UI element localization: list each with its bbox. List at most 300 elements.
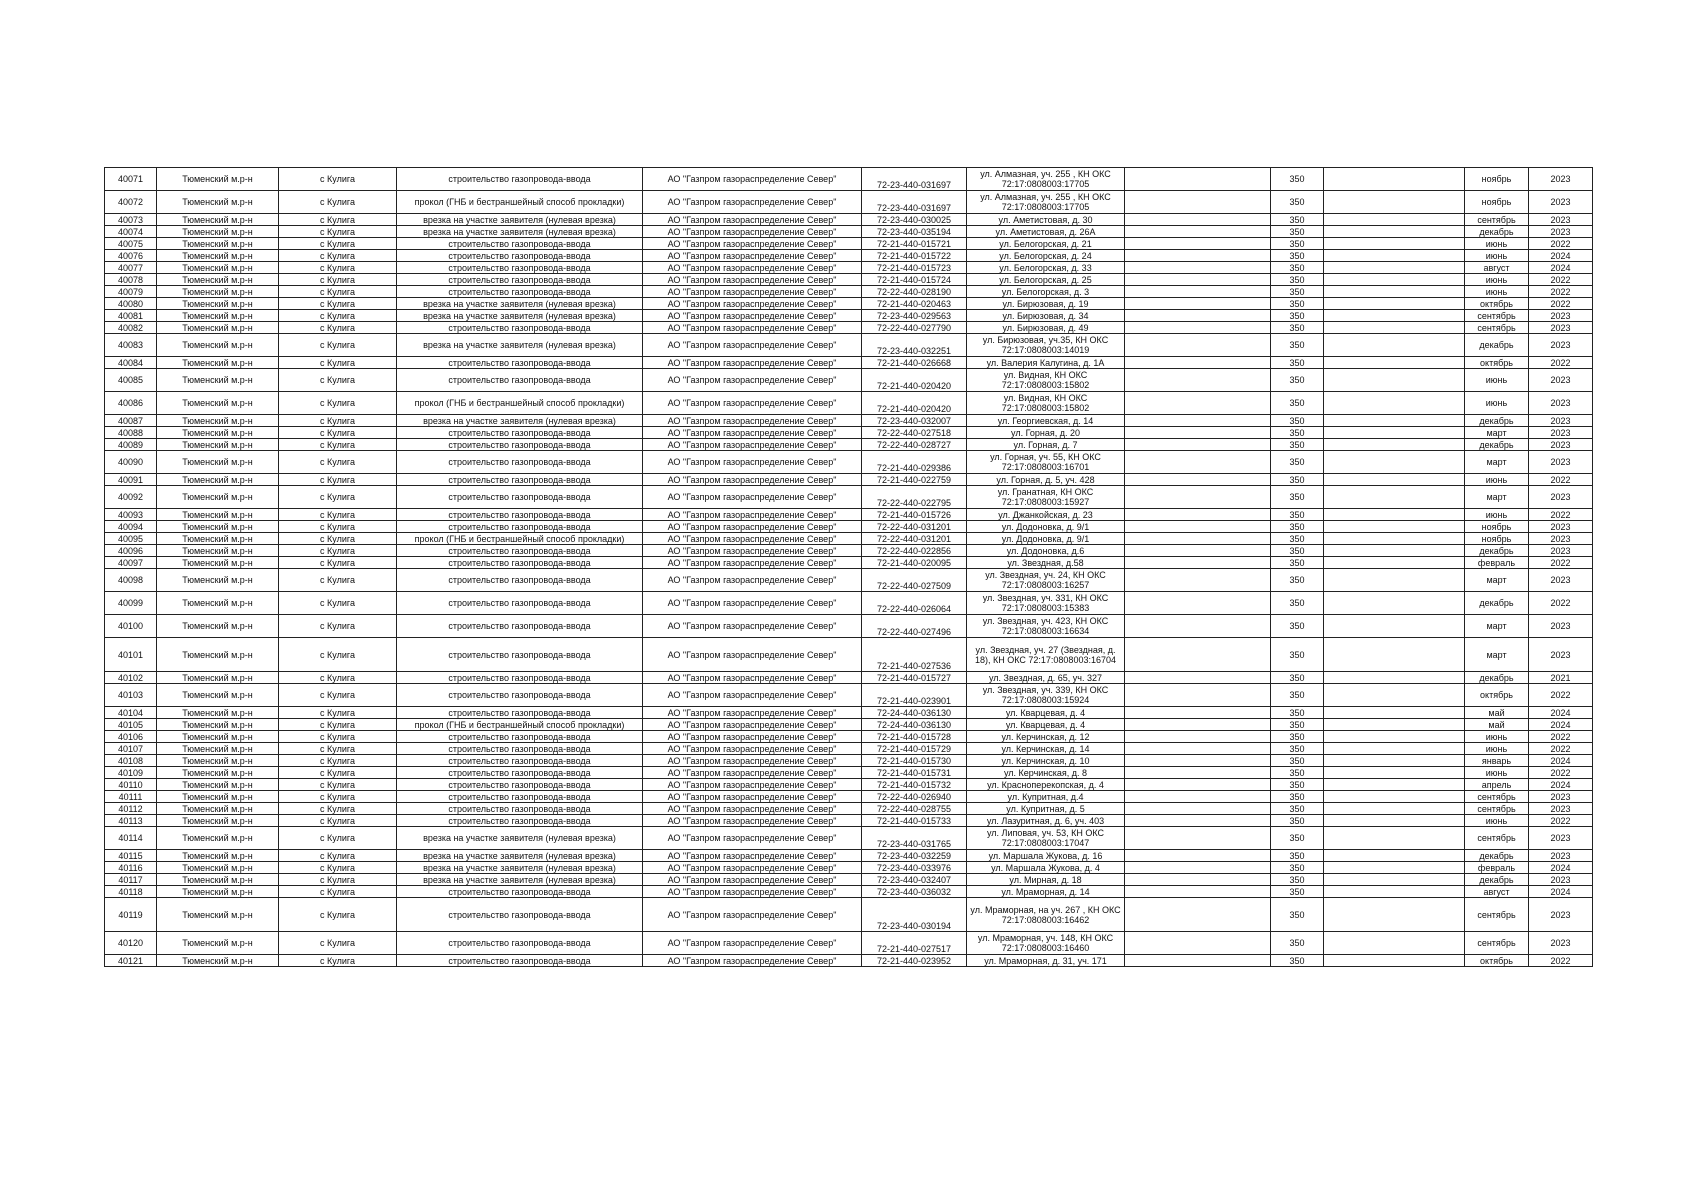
cell-locality: с Кулига [279, 439, 397, 451]
cell-address: ул. Мраморная, на уч. 267 , КН ОКС 72:17:0808003:16462 [967, 898, 1125, 932]
cell-blank [1125, 557, 1271, 569]
cell-address: ул. Маршала Жукова, д. 16 [967, 850, 1125, 862]
cell-month: август [1465, 886, 1529, 898]
cell-address: ул. Мраморная, д. 14 [967, 886, 1125, 898]
cell-blank [1125, 803, 1271, 815]
table-row [105, 743, 1593, 755]
cell-work-type: строительство газопровода-ввода [397, 262, 643, 274]
cell-organization: АО "Газпром газораспределение Север" [643, 874, 862, 886]
cell-locality: с Кулига [279, 592, 397, 615]
cell-address: ул. Георгиевская, д. 14 [967, 415, 1125, 427]
cell-registry-number: 72-21-440-023952 [862, 955, 967, 967]
cell-year: 2023 [1529, 615, 1593, 638]
table-row [105, 684, 1593, 707]
cell-district: Тюменский м.р-н [157, 392, 279, 415]
cell-work-type: врезка на участке заявителя (нулевая врезка) [397, 850, 643, 862]
cell-district: Тюменский м.р-н [157, 415, 279, 427]
cell-work-type: строительство газопровода-ввода [397, 886, 643, 898]
cell-id: 40115 [105, 850, 157, 862]
cell-organization: АО "Газпром газораспределение Север" [643, 615, 862, 638]
cell-organization: АО "Газпром газораспределение Север" [643, 545, 862, 557]
cell-value: 350 [1271, 415, 1324, 427]
table-row [105, 815, 1593, 827]
cell-value: 350 [1271, 743, 1324, 755]
cell-month: октябрь [1465, 684, 1529, 707]
cell-id: 40090 [105, 451, 157, 474]
cell-work-type: строительство газопровода-ввода [397, 731, 643, 743]
cell-address: ул. Аметистовая, д. 26А [967, 226, 1125, 238]
cell-id: 40121 [105, 955, 157, 967]
cell-year: 2022 [1529, 767, 1593, 779]
cell-work-type: строительство газопровода-ввода [397, 521, 643, 533]
cell-id: 40101 [105, 638, 157, 672]
cell-blank [1125, 672, 1271, 684]
cell-blank [1324, 334, 1465, 357]
cell-district: Тюменский м.р-н [157, 955, 279, 967]
cell-district: Тюменский м.р-н [157, 427, 279, 439]
cell-id: 40087 [105, 415, 157, 427]
cell-work-type: строительство газопровода-ввода [397, 250, 643, 262]
cell-year: 2023 [1529, 521, 1593, 533]
cell-registry-number: 72-23-440-036032 [862, 886, 967, 898]
cell-work-type: прокол (ГНБ и бестраншейный способ прокладки) [397, 191, 643, 214]
cell-registry-number: 72-21-440-015731 [862, 767, 967, 779]
cell-year: 2022 [1529, 815, 1593, 827]
cell-organization: АО "Газпром газораспределение Север" [643, 439, 862, 451]
cell-blank [1324, 719, 1465, 731]
cell-year: 2022 [1529, 955, 1593, 967]
cell-blank [1125, 262, 1271, 274]
cell-locality: с Кулига [279, 474, 397, 486]
cell-year: 2023 [1529, 322, 1593, 334]
cell-value: 350 [1271, 755, 1324, 767]
cell-blank [1324, 791, 1465, 803]
cell-district: Тюменский м.р-н [157, 755, 279, 767]
cell-month: сентябрь [1465, 827, 1529, 850]
cell-work-type: строительство газопровода-ввода [397, 545, 643, 557]
cell-value: 350 [1271, 779, 1324, 791]
cell-month: декабрь [1465, 545, 1529, 557]
cell-blank [1125, 615, 1271, 638]
cell-address: ул. Керчинская, д. 10 [967, 755, 1125, 767]
cell-organization: АО "Газпром газораспределение Север" [643, 755, 862, 767]
cell-work-type: строительство газопровода-ввода [397, 791, 643, 803]
cell-address: ул. Горная, д. 7 [967, 439, 1125, 451]
cell-blank [1324, 707, 1465, 719]
cell-blank [1125, 474, 1271, 486]
cell-month: ноябрь [1465, 533, 1529, 545]
cell-locality: с Кулига [279, 322, 397, 334]
cell-district: Тюменский м.р-н [157, 886, 279, 898]
table-row [105, 545, 1593, 557]
cell-blank [1324, 569, 1465, 592]
cell-organization: АО "Газпром газораспределение Север" [643, 731, 862, 743]
cell-address: ул. Керчинская, д. 12 [967, 731, 1125, 743]
cell-blank [1125, 238, 1271, 250]
cell-id: 40085 [105, 369, 157, 392]
table-row [105, 569, 1593, 592]
cell-district: Тюменский м.р-н [157, 827, 279, 850]
cell-locality: с Кулига [279, 191, 397, 214]
cell-year: 2022 [1529, 684, 1593, 707]
cell-blank [1125, 886, 1271, 898]
cell-value: 350 [1271, 521, 1324, 533]
cell-organization: АО "Газпром газораспределение Север" [643, 827, 862, 850]
cell-organization: АО "Газпром газораспределение Север" [643, 767, 862, 779]
table-row [105, 755, 1593, 767]
cell-year: 2024 [1529, 755, 1593, 767]
cell-work-type: прокол (ГНБ и бестраншейный способ прокладки) [397, 719, 643, 731]
cell-year: 2023 [1529, 439, 1593, 451]
cell-work-type: строительство газопровода-ввода [397, 743, 643, 755]
cell-value: 350 [1271, 439, 1324, 451]
cell-address: ул. Липовая, уч. 53, КН ОКС 72:17:0808003:17047 [967, 827, 1125, 850]
cell-id: 40106 [105, 731, 157, 743]
cell-district: Тюменский м.р-н [157, 791, 279, 803]
table-row [105, 874, 1593, 886]
cell-registry-number: 72-21-440-020095 [862, 557, 967, 569]
cell-address: ул. Звездная, уч. 24, КН ОКС 72:17:0808003:16257 [967, 569, 1125, 592]
cell-registry-number: 72-22-440-026940 [862, 791, 967, 803]
cell-locality: с Кулига [279, 731, 397, 743]
cell-month: сентябрь [1465, 932, 1529, 955]
cell-blank [1324, 557, 1465, 569]
cell-id: 40099 [105, 592, 157, 615]
cell-blank [1125, 250, 1271, 262]
cell-year: 2024 [1529, 862, 1593, 874]
cell-blank [1125, 638, 1271, 672]
cell-year: 2024 [1529, 886, 1593, 898]
cell-blank [1324, 827, 1465, 850]
cell-registry-number: 72-23-440-031765 [862, 827, 967, 850]
cell-year: 2022 [1529, 357, 1593, 369]
cell-registry-number: 72-22-440-027790 [862, 322, 967, 334]
cell-work-type: строительство газопровода-ввода [397, 509, 643, 521]
cell-address: ул. Белогорская, д. 21 [967, 238, 1125, 250]
cell-blank [1324, 310, 1465, 322]
cell-blank [1125, 334, 1271, 357]
cell-address: ул. Белогорская, д. 24 [967, 250, 1125, 262]
cell-blank [1125, 191, 1271, 214]
cell-organization: АО "Газпром газораспределение Север" [643, 533, 862, 545]
cell-value: 350 [1271, 322, 1324, 334]
table-row [105, 615, 1593, 638]
cell-blank [1125, 274, 1271, 286]
cell-value: 350 [1271, 545, 1324, 557]
cell-organization: АО "Газпром газораспределение Север" [643, 592, 862, 615]
table-row [105, 932, 1593, 955]
cell-blank [1324, 509, 1465, 521]
cell-district: Тюменский м.р-н [157, 898, 279, 932]
table-row [105, 310, 1593, 322]
cell-blank [1324, 238, 1465, 250]
cell-organization: АО "Газпром газораспределение Север" [643, 250, 862, 262]
cell-month: сентябрь [1465, 803, 1529, 815]
cell-address: ул. Бирюзовая, д. 19 [967, 298, 1125, 310]
table-row [105, 592, 1593, 615]
cell-registry-number: 72-21-440-015723 [862, 262, 967, 274]
cell-organization: АО "Газпром газораспределение Север" [643, 743, 862, 755]
cell-locality: с Кулига [279, 557, 397, 569]
cell-blank [1125, 707, 1271, 719]
cell-value: 350 [1271, 886, 1324, 898]
cell-address: ул. Додоновка, д. 9/1 [967, 521, 1125, 533]
cell-district: Тюменский м.р-н [157, 334, 279, 357]
cell-registry-number: 72-22-440-031201 [862, 533, 967, 545]
cell-blank [1324, 932, 1465, 955]
cell-id: 40078 [105, 274, 157, 286]
cell-district: Тюменский м.р-н [157, 310, 279, 322]
cell-address: ул. Джанкойская, д. 23 [967, 509, 1125, 521]
cell-registry-number: 72-23-440-032259 [862, 850, 967, 862]
table-body [105, 168, 1593, 967]
cell-year: 2024 [1529, 719, 1593, 731]
cell-year: 2023 [1529, 214, 1593, 226]
cell-month: ноябрь [1465, 521, 1529, 533]
cell-district: Тюменский м.р-н [157, 226, 279, 238]
cell-value: 350 [1271, 955, 1324, 967]
cell-address: ул. Купритная, д.4 [967, 791, 1125, 803]
cell-organization: АО "Газпром газораспределение Север" [643, 791, 862, 803]
table-row [105, 791, 1593, 803]
cell-id: 40100 [105, 615, 157, 638]
cell-address: ул. Видная, КН ОКС 72:17:0808003:15802 [967, 369, 1125, 392]
cell-id: 40082 [105, 322, 157, 334]
cell-blank [1125, 509, 1271, 521]
table-row [105, 557, 1593, 569]
cell-value: 350 [1271, 592, 1324, 615]
cell-blank [1324, 451, 1465, 474]
cell-id: 40072 [105, 191, 157, 214]
cell-id: 40080 [105, 298, 157, 310]
cell-value: 350 [1271, 262, 1324, 274]
cell-district: Тюменский м.р-н [157, 369, 279, 392]
cell-district: Тюменский м.р-н [157, 214, 279, 226]
cell-year: 2022 [1529, 743, 1593, 755]
cell-address: ул. Мраморная, уч. 148, КН ОКС 72:17:0808003:16460 [967, 932, 1125, 955]
cell-district: Тюменский м.р-н [157, 262, 279, 274]
cell-registry-number: 72-21-440-015722 [862, 250, 967, 262]
cell-blank [1324, 191, 1465, 214]
cell-address: ул. Мирная, д. 18 [967, 874, 1125, 886]
cell-blank [1324, 803, 1465, 815]
cell-year: 2023 [1529, 932, 1593, 955]
cell-blank [1324, 743, 1465, 755]
cell-id: 40086 [105, 392, 157, 415]
cell-id: 40111 [105, 791, 157, 803]
cell-month: август [1465, 262, 1529, 274]
cell-year: 2023 [1529, 451, 1593, 474]
table-row [105, 886, 1593, 898]
cell-organization: АО "Газпром газораспределение Север" [643, 238, 862, 250]
cell-blank [1324, 815, 1465, 827]
table-row [105, 509, 1593, 521]
cell-district: Тюменский м.р-н [157, 286, 279, 298]
cell-locality: с Кулига [279, 707, 397, 719]
cell-district: Тюменский м.р-н [157, 545, 279, 557]
cell-locality: с Кулига [279, 533, 397, 545]
cell-id: 40073 [105, 214, 157, 226]
cell-blank [1125, 357, 1271, 369]
table-row [105, 862, 1593, 874]
table-row [105, 191, 1593, 214]
cell-locality: с Кулига [279, 815, 397, 827]
table-row [105, 238, 1593, 250]
cell-value: 350 [1271, 615, 1324, 638]
cell-year: 2022 [1529, 509, 1593, 521]
cell-district: Тюменский м.р-н [157, 250, 279, 262]
cell-locality: с Кулига [279, 298, 397, 310]
table-row [105, 214, 1593, 226]
cell-organization: АО "Газпром газораспределение Север" [643, 191, 862, 214]
cell-year: 2023 [1529, 310, 1593, 322]
cell-value: 350 [1271, 451, 1324, 474]
cell-blank [1324, 886, 1465, 898]
cell-registry-number: 72-23-440-029563 [862, 310, 967, 322]
cell-year: 2023 [1529, 803, 1593, 815]
cell-work-type: строительство газопровода-ввода [397, 569, 643, 592]
cell-locality: с Кулига [279, 509, 397, 521]
cell-organization: АО "Газпром газораспределение Север" [643, 509, 862, 521]
cell-blank [1324, 214, 1465, 226]
table-row [105, 707, 1593, 719]
cell-organization: АО "Газпром газораспределение Север" [643, 392, 862, 415]
cell-registry-number: 72-22-440-028727 [862, 439, 967, 451]
cell-registry-number: 72-23-440-035194 [862, 226, 967, 238]
cell-month: май [1465, 707, 1529, 719]
cell-district: Тюменский м.р-н [157, 850, 279, 862]
cell-blank [1324, 521, 1465, 533]
cell-id: 40102 [105, 672, 157, 684]
cell-id: 40088 [105, 427, 157, 439]
cell-locality: с Кулига [279, 932, 397, 955]
cell-address: ул. Валерия Калугина, д. 1А [967, 357, 1125, 369]
cell-blank [1125, 415, 1271, 427]
cell-blank [1125, 955, 1271, 967]
cell-id: 40096 [105, 545, 157, 557]
cell-registry-number: 72-21-440-029386 [862, 451, 967, 474]
cell-work-type: строительство газопровода-ввода [397, 638, 643, 672]
cell-blank [1324, 638, 1465, 672]
cell-registry-number: 72-22-440-028755 [862, 803, 967, 815]
cell-value: 350 [1271, 557, 1324, 569]
cell-organization: АО "Газпром газораспределение Север" [643, 298, 862, 310]
cell-blank [1324, 286, 1465, 298]
table-row [105, 827, 1593, 850]
cell-locality: с Кулига [279, 451, 397, 474]
cell-address: ул. Лазуритная, д. 6, уч. 403 [967, 815, 1125, 827]
cell-address: ул. Красноперекопская, д. 4 [967, 779, 1125, 791]
cell-id: 40092 [105, 486, 157, 509]
cell-registry-number: 72-21-440-015732 [862, 779, 967, 791]
cell-year: 2023 [1529, 369, 1593, 392]
cell-year: 2023 [1529, 874, 1593, 886]
table-row [105, 486, 1593, 509]
cell-month: март [1465, 451, 1529, 474]
cell-district: Тюменский м.р-н [157, 767, 279, 779]
cell-address: ул. Звездная, уч. 331, КН ОКС 72:17:0808003:15383 [967, 592, 1125, 615]
cell-registry-number: 72-24-440-036130 [862, 719, 967, 731]
cell-district: Тюменский м.р-н [157, 569, 279, 592]
cell-registry-number: 72-21-440-020463 [862, 298, 967, 310]
cell-value: 350 [1271, 898, 1324, 932]
cell-organization: АО "Газпром газораспределение Север" [643, 286, 862, 298]
cell-year: 2023 [1529, 168, 1593, 191]
cell-year: 2022 [1529, 286, 1593, 298]
cell-blank [1324, 779, 1465, 791]
cell-value: 350 [1271, 427, 1324, 439]
cell-month: декабрь [1465, 850, 1529, 862]
cell-month: июнь [1465, 274, 1529, 286]
cell-locality: с Кулига [279, 415, 397, 427]
cell-year: 2023 [1529, 334, 1593, 357]
cell-district: Тюменский м.р-н [157, 509, 279, 521]
cell-id: 40112 [105, 803, 157, 815]
cell-blank [1125, 862, 1271, 874]
cell-address: ул. Кварцевая, д. 4 [967, 707, 1125, 719]
cell-registry-number: 72-21-440-015726 [862, 509, 967, 521]
cell-district: Тюменский м.р-н [157, 592, 279, 615]
cell-value: 350 [1271, 874, 1324, 886]
cell-month: декабрь [1465, 334, 1529, 357]
cell-organization: АО "Газпром газораспределение Север" [643, 334, 862, 357]
cell-year: 2022 [1529, 731, 1593, 743]
cell-value: 350 [1271, 815, 1324, 827]
table-row [105, 719, 1593, 731]
cell-locality: с Кулига [279, 615, 397, 638]
cell-id: 40107 [105, 743, 157, 755]
cell-value: 350 [1271, 707, 1324, 719]
cell-locality: с Кулига [279, 545, 397, 557]
cell-address: ул. Мраморная, д. 31, уч. 171 [967, 955, 1125, 967]
table-row [105, 226, 1593, 238]
cell-registry-number: 72-21-440-020420 [862, 392, 967, 415]
cell-organization: АО "Газпром газораспределение Север" [643, 862, 862, 874]
cell-district: Тюменский м.р-н [157, 815, 279, 827]
cell-organization: АО "Газпром газораспределение Север" [643, 415, 862, 427]
cell-value: 350 [1271, 310, 1324, 322]
cell-district: Тюменский м.р-н [157, 168, 279, 191]
cell-registry-number: 72-23-440-030194 [862, 898, 967, 932]
cell-organization: АО "Газпром газораспределение Север" [643, 898, 862, 932]
cell-work-type: строительство газопровода-ввода [397, 803, 643, 815]
cell-organization: АО "Газпром газораспределение Север" [643, 369, 862, 392]
cell-blank [1125, 545, 1271, 557]
cell-work-type: строительство газопровода-ввода [397, 238, 643, 250]
cell-value: 350 [1271, 250, 1324, 262]
cell-value: 350 [1271, 357, 1324, 369]
cell-address: ул. Звездная, уч. 339, КН ОКС 72:17:0808003:15924 [967, 684, 1125, 707]
cell-blank [1324, 369, 1465, 392]
cell-year: 2023 [1529, 486, 1593, 509]
cell-month: октябрь [1465, 298, 1529, 310]
cell-address: ул. Алмазная, уч. 255 , КН ОКС 72:17:0808003:17705 [967, 168, 1125, 191]
cell-id: 40105 [105, 719, 157, 731]
table-row [105, 262, 1593, 274]
cell-organization: АО "Газпром газораспределение Север" [643, 226, 862, 238]
cell-month: июнь [1465, 369, 1529, 392]
cell-blank [1125, 731, 1271, 743]
cell-value: 350 [1271, 932, 1324, 955]
cell-month: сентябрь [1465, 791, 1529, 803]
cell-work-type: строительство газопровода-ввода [397, 369, 643, 392]
cell-blank [1324, 850, 1465, 862]
cell-work-type: строительство газопровода-ввода [397, 474, 643, 486]
cell-registry-number: 72-21-440-015728 [862, 731, 967, 743]
cell-address: ул. Горная, уч. 55, КН ОКС 72:17:0808003:16701 [967, 451, 1125, 474]
cell-registry-number: 72-21-440-015730 [862, 755, 967, 767]
cell-organization: АО "Газпром газораспределение Север" [643, 322, 862, 334]
